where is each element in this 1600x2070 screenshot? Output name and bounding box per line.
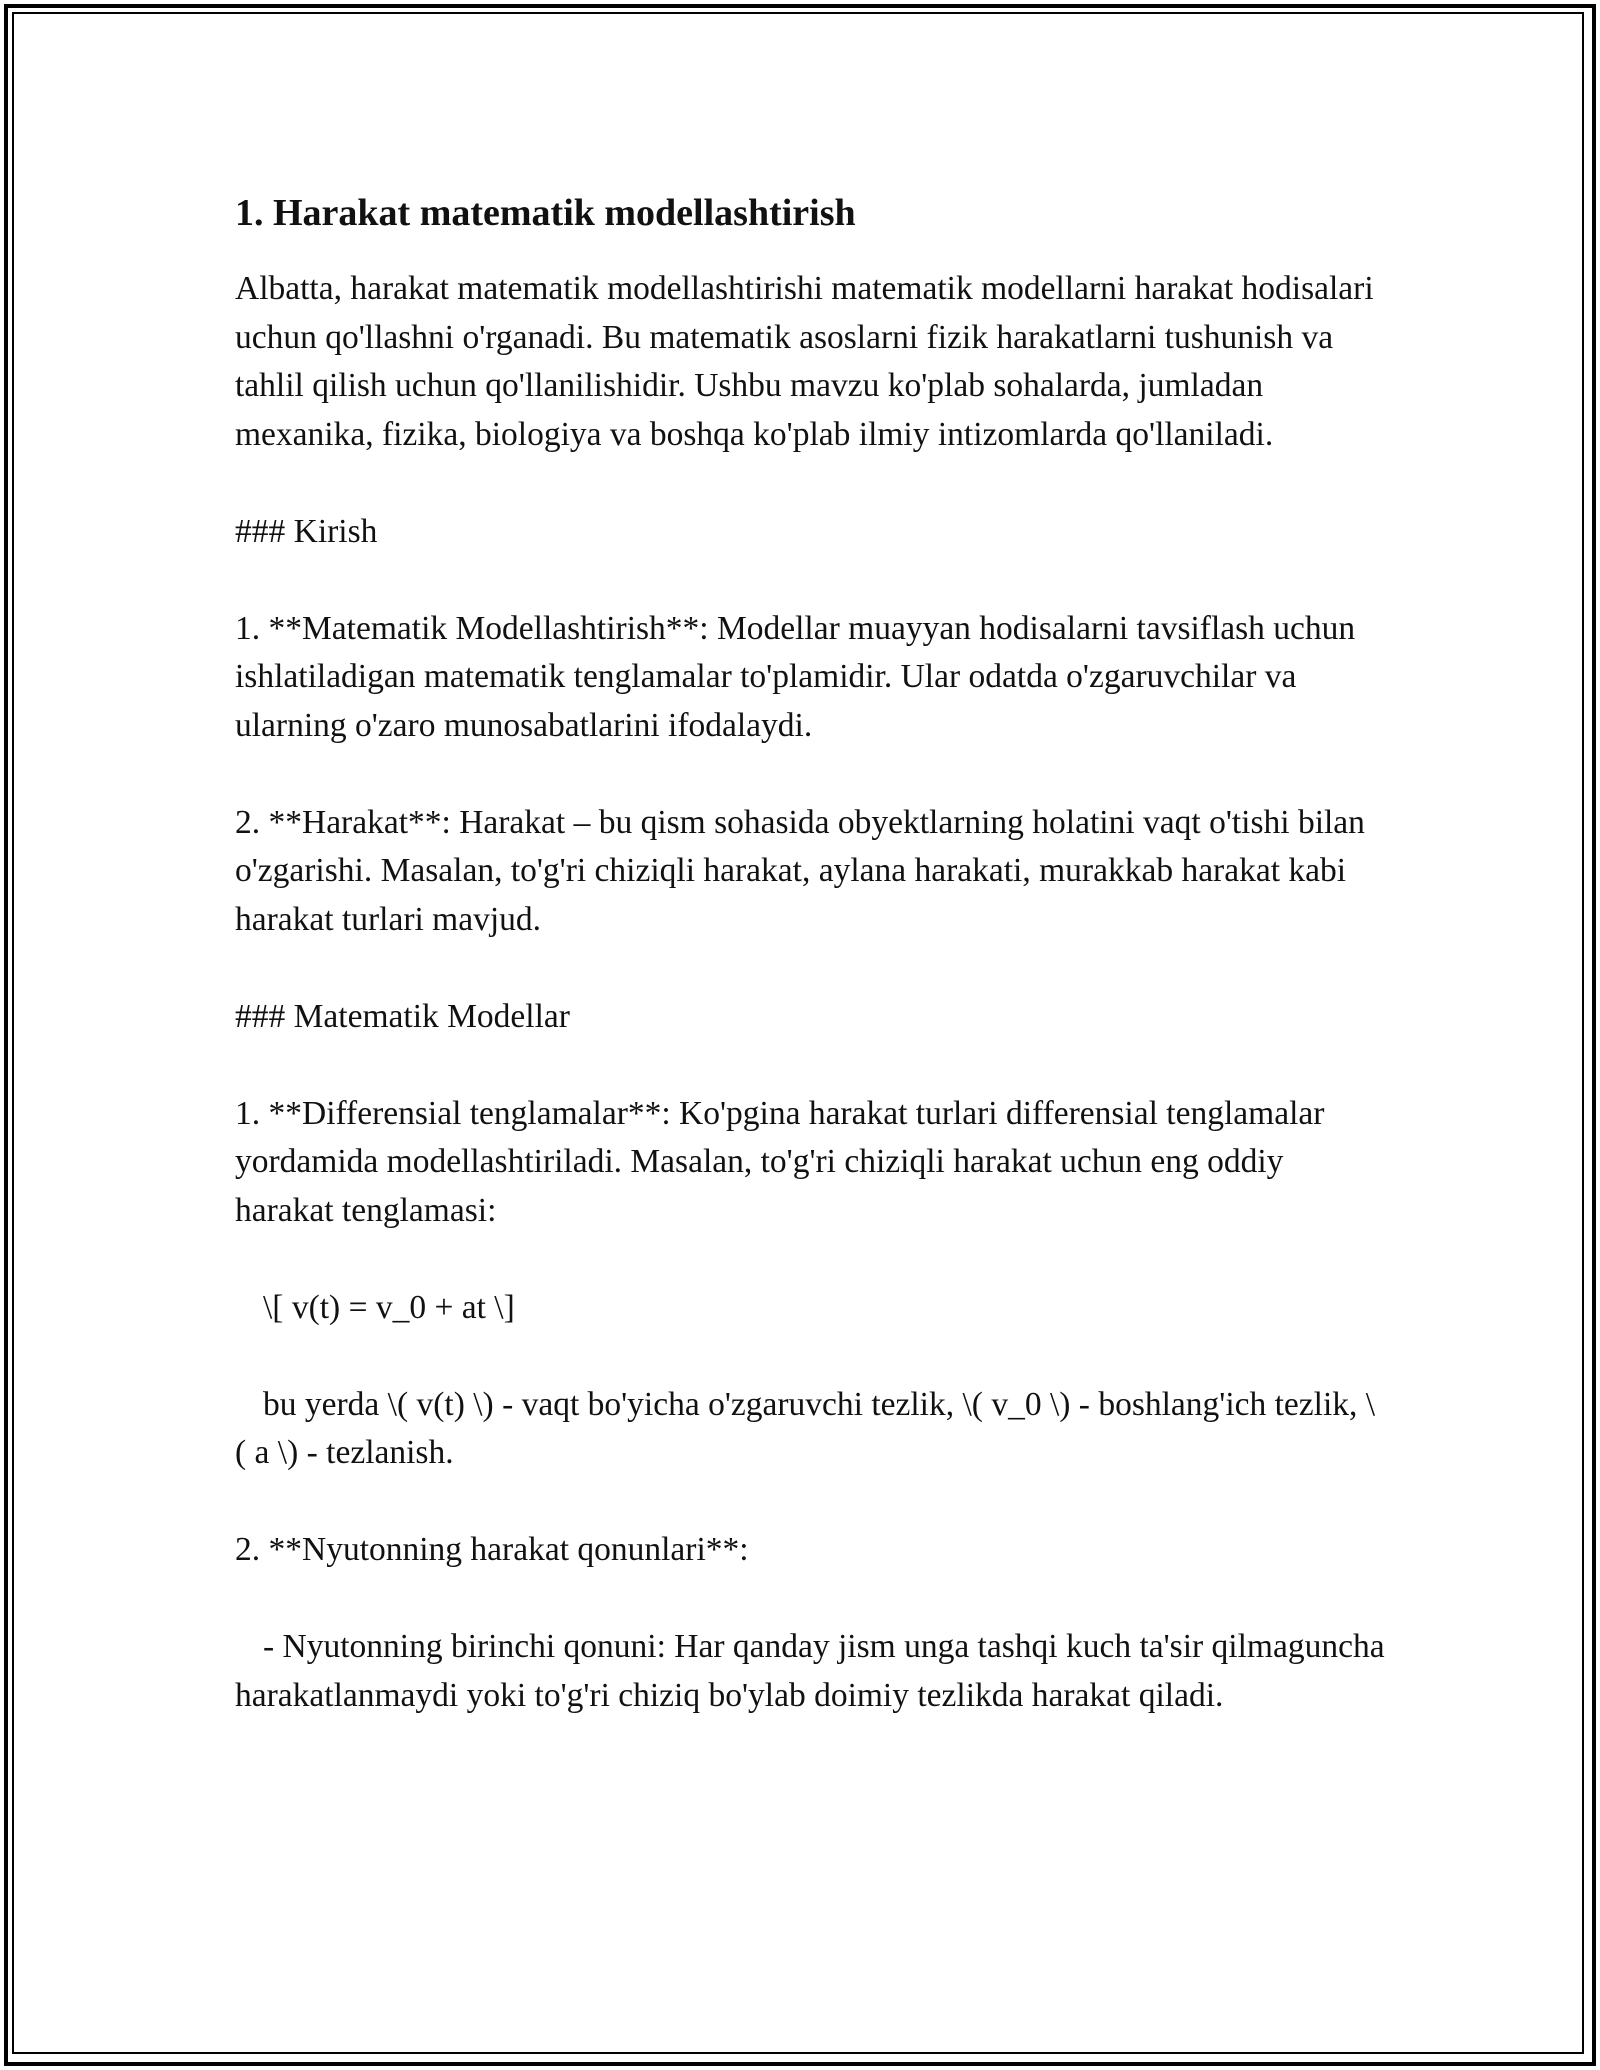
document-body: [235, 185, 1393, 1769]
equation: \[ v(t) = v_0 + at \]: [263, 1288, 515, 1326]
section-heading-kirish: ### Kirish: [235, 512, 378, 550]
section-heading-matematik-modellar: ### Matematik Modellar: [235, 997, 570, 1035]
equation-explanation: [235, 1381, 1385, 1478]
sub-item-nyuton-birinchi-qonuni-text: - Nyutonning birinchi qonuni: Har qanday jism unga tashqi kuch ta'sir qilmaguncha harakatlanmaydi yoki to'g'ri chiziq bo'ylab doimiy tezlikda harakat qiladi.: [235, 1628, 1393, 1714]
list-item-differensial-tenglamalar: 1. **Differensial tenglamalar**: Ko'pgina harakat turlari differensial tenglamalar yordamida modellashtiriladi. Masalan, to'g'ri chiziqli harakat uchun eng oddiy harakat tenglamasi:: [235, 1094, 1333, 1229]
intro-paragraph: Albatta, harakat matematik modellashtirishi matematik modellarni harakat hodisalari uchun qo'llashni o'rganadi. Bu matematik asoslarni fizik harakatlarni tushunish va tahlil qilish uchun qo'llanilishidir. Ushbu mavzu ko'plab sohalarda, jumladan mexanika, fizika, biologiya va boshqa ko'plab ilmiy intizomlarda qo'llaniladi.: [235, 270, 1382, 453]
list-item-nyuton-qonunlari: 2. **Nyutonning harakat qonunlari**:: [235, 1531, 749, 1568]
list-item-harakat: 2. **Harakat**: Harakat – bu qism sohasida obyektlarning holatini vaqt o'tishi bilan o'zgarishi. Masalan, to'g'ri chiziqli harakat, aylana harakati, murakkab harakat kabi harakat turlari mavjud.: [235, 803, 1374, 938]
equation-explanation-text: bu yerda \( v(t) \) - vaqt bo'yicha o'zgaruvchi tezlik, \( v_0 \) - boshlang'ich tezlik, \( a \) - tezlanish.: [235, 1385, 1376, 1471]
document-title: 1. Harakat matematik modellashtirish: [235, 192, 856, 234]
sub-item-nyuton-birinchi-qonuni: [235, 1623, 1393, 1720]
list-item-matematik-modellashtirish: 1. **Matematik Modellashtirish**: Modellar muayyan hodisalarni tavsiflash uchun ishlatiladigan matematik tenglamalar to'plamidir. Ular odatda o'zgaruvchilar va ularning o'zaro munosabatlarini ifodalaydi.: [235, 609, 1364, 744]
